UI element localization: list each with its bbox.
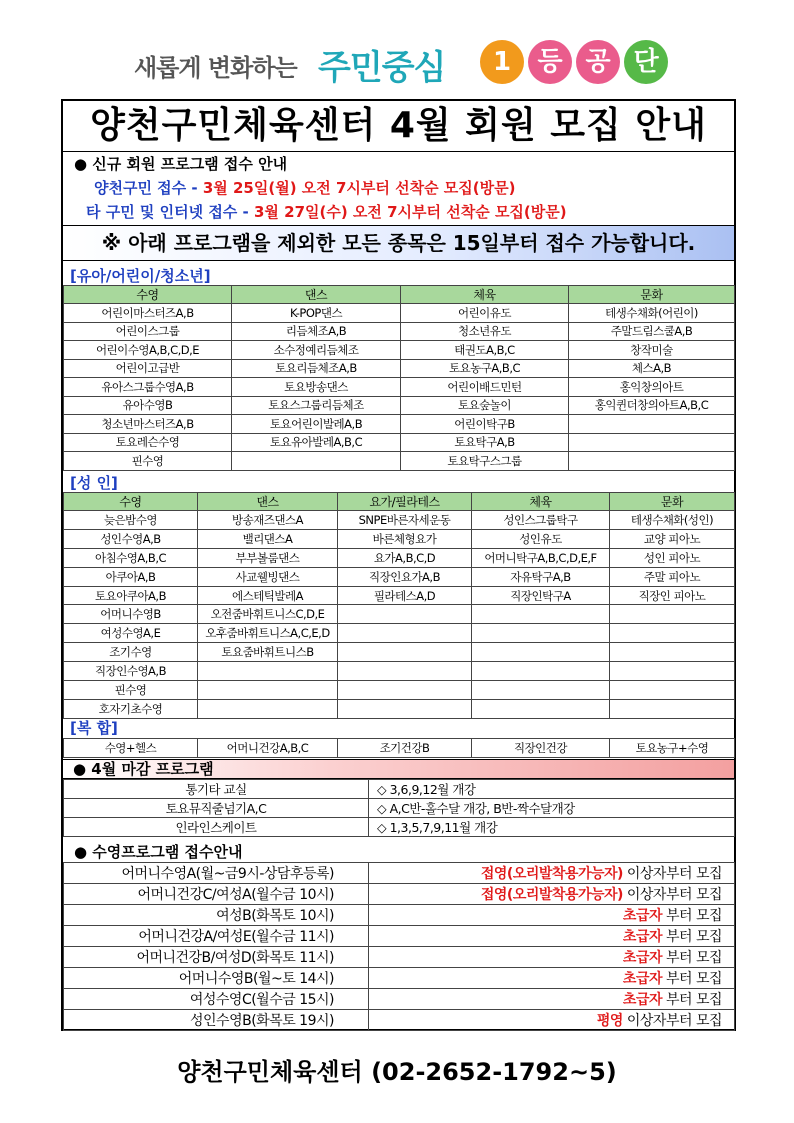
table-row xyxy=(64,643,735,662)
table-cell: 주말 피아노 xyxy=(610,567,735,586)
column-header: 요가/필라테스 xyxy=(338,493,472,511)
closing-program-name: 통기타 교실 xyxy=(64,780,369,799)
table-cell: 직장인탁구A xyxy=(472,586,610,605)
swim-requirement xyxy=(369,905,735,926)
swim-level: 초급자 xyxy=(622,908,662,924)
table-cell: 홍익창의아트 xyxy=(569,378,735,397)
table-cell: 필라테스A,D xyxy=(338,586,472,605)
combo-program-table xyxy=(63,738,735,758)
table-row xyxy=(64,359,735,378)
slogan-circle-1: 1 xyxy=(480,40,524,84)
table-cell: 사교웰빙댄스 xyxy=(198,567,338,586)
table-cell: 여성수영A,E xyxy=(64,624,198,643)
table-cell: 토요줌바휘트니스B xyxy=(198,643,338,662)
closing-programs-table xyxy=(63,779,735,837)
table-cell xyxy=(232,452,401,471)
table-row xyxy=(64,304,735,323)
table-cell: 청소년마스터즈A,B xyxy=(64,415,232,434)
table-cell: 토요숲놀이 xyxy=(401,396,569,415)
swim-requirement xyxy=(369,1010,735,1031)
resident-registration-label: 양천구민 접수 - xyxy=(94,179,203,197)
column-header: 체육 xyxy=(472,493,610,511)
table-cell: 성인스그룹탁구 xyxy=(472,511,610,530)
table-cell: 테생수채화(어린이) xyxy=(569,304,735,323)
swim-row xyxy=(64,905,735,926)
slogan-prefix: 새롭게 변화하는 xyxy=(134,54,297,82)
column-header: 문화 xyxy=(569,286,735,304)
table-cell: 부부볼룸댄스 xyxy=(198,548,338,567)
table-cell: 아쿠아A,B xyxy=(64,567,198,586)
swim-class-name: 여성B(화목토 10시) xyxy=(64,905,369,926)
swim-row xyxy=(64,947,735,968)
table-cell: 토요탁구A,B xyxy=(401,433,569,452)
table-row xyxy=(64,662,735,681)
swim-class-name: 성인수영B(화목토 19시) xyxy=(64,1010,369,1031)
table-cell: 아침수영A,B,C xyxy=(64,548,198,567)
closing-row xyxy=(64,799,735,818)
table-row xyxy=(64,433,735,452)
table-cell xyxy=(610,624,735,643)
table-row xyxy=(64,548,735,567)
swim-row xyxy=(64,1010,735,1031)
table-cell: 주말드림스쿨A,B xyxy=(569,322,735,341)
table-row xyxy=(64,586,735,605)
table-cell: 토요어린이발레A,B xyxy=(232,415,401,434)
swim-level: 평영 xyxy=(596,1013,623,1029)
swim-row xyxy=(64,926,735,947)
closing-program-note: ◇ A,C반-홀수달 개강, B반-짝수달개강 xyxy=(369,799,735,818)
table-cell xyxy=(338,605,472,624)
table-cell: 소수정예리듬체조 xyxy=(232,341,401,360)
swim-level: 초급자 xyxy=(622,950,662,966)
notice-bar: ※ 아래 프로그램을 제외한 모든 종목은 15일부터 접수 가능합니다. xyxy=(63,225,734,261)
table-cell: 성인 피아노 xyxy=(610,548,735,567)
table-cell: 체스A,B xyxy=(569,359,735,378)
table-cell: 토요스그룹리듬체조 xyxy=(232,396,401,415)
footer-contact: 양천구민체육센터 (02-2652-1792~5) xyxy=(177,1058,617,1086)
table-cell xyxy=(610,681,735,700)
table-cell: 직장인수영A,B xyxy=(64,662,198,681)
column-header: 댄스 xyxy=(232,286,401,304)
table-cell: 어린이유도 xyxy=(401,304,569,323)
table-cell: 바른체형요가 xyxy=(338,529,472,548)
swim-requirement xyxy=(369,947,735,968)
swim-row xyxy=(64,863,735,884)
swim-level: 초급자 xyxy=(622,929,662,945)
table-cell: 직장인 피아노 xyxy=(610,586,735,605)
table-cell: 자유탁구A,B xyxy=(472,567,610,586)
resident-registration-date: 3월 25일(월) 오전 7시부터 선착순 모집(방문) xyxy=(202,179,516,197)
table-cell: 테생수채화(성인) xyxy=(610,511,735,530)
swim-class-name: 어머니건강B/여성D(화목토 11시) xyxy=(64,947,369,968)
swim-requirement xyxy=(369,968,735,989)
table-row xyxy=(64,341,735,360)
table-cell xyxy=(198,662,338,681)
table-cell: 태권도A,B,C xyxy=(401,341,569,360)
slogan-circle-2: 등 xyxy=(528,40,572,84)
table-cell: 홍익퀸더창의아트A,B,C xyxy=(569,396,735,415)
table-row xyxy=(64,452,735,471)
table-row xyxy=(64,378,735,397)
table-cell: 호자기초수영 xyxy=(64,699,198,718)
table-cell xyxy=(338,624,472,643)
swim-suffix: 부터 모집 xyxy=(662,992,722,1008)
table-cell: 어린이수영A,B,C,D,E xyxy=(64,341,232,360)
swim-requirement xyxy=(369,926,735,947)
table-row xyxy=(64,415,735,434)
closing-row xyxy=(64,780,735,799)
swim-class-name: 어머니건강A/여성E(월수금 11시) xyxy=(64,926,369,947)
closing-program-name: 토요뮤직줄넘기A,C xyxy=(64,799,369,818)
table-cell: 조기건강B xyxy=(338,739,472,758)
combo-row xyxy=(64,739,735,758)
table-cell: 유아수영B xyxy=(64,396,232,415)
table-row xyxy=(64,605,735,624)
table-cell xyxy=(472,662,610,681)
table-cell: 토요농구+수영 xyxy=(610,739,735,758)
table-cell xyxy=(569,452,735,471)
table-cell: 오전줌바휘트니스C,D,E xyxy=(198,605,338,624)
table-cell xyxy=(472,681,610,700)
swim-row xyxy=(64,968,735,989)
adult-header-row xyxy=(64,493,735,511)
slogan-main: 주민중심 xyxy=(318,48,446,88)
table-cell: 어린이배드민턴 xyxy=(401,378,569,397)
table-cell: 토요아쿠아A,B xyxy=(64,586,198,605)
swim-row xyxy=(64,989,735,1010)
table-cell: 토요방송댄스 xyxy=(232,378,401,397)
other-registration-date: 3월 27일(수) 오전 7시부터 선착순 모집(방문) xyxy=(253,203,567,221)
table-cell: 어린이탁구B xyxy=(401,415,569,434)
table-cell xyxy=(338,699,472,718)
swim-suffix: 이상자부터 모집 xyxy=(622,887,722,903)
table-row xyxy=(64,529,735,548)
table-cell: 어머니수영B xyxy=(64,605,198,624)
closing-programs-bar xyxy=(63,759,734,779)
column-header: 체육 xyxy=(401,286,569,304)
table-cell xyxy=(472,643,610,662)
adult-category-label: [성 인] xyxy=(70,474,118,492)
closing-programs-heading: ● 4월 마감 프로그램 xyxy=(73,760,214,778)
closing-program-note: ◇ 3,6,9,12월 개강 xyxy=(369,780,735,799)
table-cell: 밸리댄스A xyxy=(198,529,338,548)
table-cell: 토요농구A,B,C xyxy=(401,359,569,378)
kids-program-table xyxy=(63,285,735,471)
swim-registration-table xyxy=(63,862,735,1031)
table-row xyxy=(64,322,735,341)
closing-row xyxy=(64,818,735,837)
table-cell: 에스테틱발레A xyxy=(198,586,338,605)
table-cell xyxy=(610,662,735,681)
swim-class-name: 어머니수영B(월~토 14시) xyxy=(64,968,369,989)
swim-suffix: 이상자부터 모집 xyxy=(622,1013,722,1029)
swim-requirement xyxy=(369,884,735,905)
swim-level: 초급자 xyxy=(622,992,662,1008)
table-cell xyxy=(338,643,472,662)
table-cell: 방송재즈댄스A xyxy=(198,511,338,530)
swim-level: 접영(오리발착용가능자) xyxy=(480,866,623,882)
table-cell xyxy=(472,605,610,624)
combo-category-label: [복 합] xyxy=(70,719,118,737)
table-cell: 어머니탁구A,B,C,D,E,F xyxy=(472,548,610,567)
table-cell: 교양 피아노 xyxy=(610,529,735,548)
swim-suffix: 이상자부터 모집 xyxy=(622,866,722,882)
table-cell: 핀수영 xyxy=(64,681,198,700)
table-cell xyxy=(569,415,735,434)
table-cell xyxy=(610,699,735,718)
table-cell: 수영+헬스 xyxy=(64,739,198,758)
swim-class-name: 어머니수영A(월~금9시-상담후등록) xyxy=(64,863,369,884)
table-cell: 청소년유도 xyxy=(401,322,569,341)
swim-registration-heading: ● 수영프로그램 접수안내 xyxy=(74,843,243,861)
table-cell xyxy=(569,433,735,452)
swim-row xyxy=(64,884,735,905)
table-cell xyxy=(472,624,610,643)
column-header: 댄스 xyxy=(198,493,338,511)
column-header: 문화 xyxy=(610,493,735,511)
swim-requirement xyxy=(369,989,735,1010)
table-cell: 토요리듬체조A,B xyxy=(232,359,401,378)
adult-program-table xyxy=(63,492,735,719)
table-cell: 창작미술 xyxy=(569,341,735,360)
table-row xyxy=(64,699,735,718)
table-cell: 핀수영 xyxy=(64,452,232,471)
table-cell: 직장인요가A,B xyxy=(338,567,472,586)
page-title: 양천구민체육센터 4월 회원 모집 안내 xyxy=(63,101,734,152)
table-cell: 성인유도 xyxy=(472,529,610,548)
table-cell: 성인수영A,B xyxy=(64,529,198,548)
table-cell xyxy=(338,681,472,700)
table-cell: 직장인건강 xyxy=(472,739,610,758)
table-cell: 어린이스그룹 xyxy=(64,322,232,341)
table-cell: 조기수영 xyxy=(64,643,198,662)
kids-category-label: [유아/어린이/청소년] xyxy=(70,267,211,285)
table-cell xyxy=(610,643,735,662)
slogan-banner xyxy=(0,36,794,96)
table-cell: 어린이고급반 xyxy=(64,359,232,378)
table-row xyxy=(64,396,735,415)
slogan-circle-3: 공 xyxy=(576,40,620,84)
table-cell xyxy=(198,699,338,718)
table-cell: 어머니건강A,B,C xyxy=(198,739,338,758)
column-header: 수영 xyxy=(64,493,198,511)
new-registration-heading: ● 신규 회원 프로그램 접수 안내 xyxy=(74,155,288,173)
table-cell: 토요레슨수영 xyxy=(64,433,232,452)
swim-requirement xyxy=(369,863,735,884)
table-cell: 토요유아발레A,B,C xyxy=(232,433,401,452)
closing-program-note: ◇ 1,3,5,7,9,11월 개강 xyxy=(369,818,735,837)
swim-suffix: 부터 모집 xyxy=(662,908,722,924)
table-cell: SNPE바른자세운동 xyxy=(338,511,472,530)
kids-header-row xyxy=(64,286,735,304)
table-cell: 토요탁구스그룹 xyxy=(401,452,569,471)
swim-suffix: 부터 모집 xyxy=(662,971,722,987)
table-cell xyxy=(198,681,338,700)
table-cell: 늦은밤수영 xyxy=(64,511,198,530)
slogan-circle-4: 단 xyxy=(624,40,668,84)
table-cell xyxy=(338,662,472,681)
swim-class-name: 여성수영C(월수금 15시) xyxy=(64,989,369,1010)
table-cell: 유아스그룹수영A,B xyxy=(64,378,232,397)
table-cell: 오후줌바휘트니스A,C,E,D xyxy=(198,624,338,643)
table-cell: 어린이마스터즈A,B xyxy=(64,304,232,323)
column-header: 수영 xyxy=(64,286,232,304)
table-cell xyxy=(610,605,735,624)
table-cell xyxy=(472,699,610,718)
table-row xyxy=(64,681,735,700)
swim-level: 초급자 xyxy=(622,971,662,987)
table-cell: K-POP댄스 xyxy=(232,304,401,323)
swim-class-name: 어머니건강C/여성A(월수금 10시) xyxy=(64,884,369,905)
table-cell: 리듬체조A,B xyxy=(232,322,401,341)
other-registration-line xyxy=(86,201,567,222)
swim-level: 접영(오리발착용가능자) xyxy=(480,887,623,903)
other-registration-label: 타 구민 및 인터넷 접수 - xyxy=(86,203,254,221)
table-row xyxy=(64,567,735,586)
closing-program-name: 인라인스케이트 xyxy=(64,818,369,837)
table-row xyxy=(64,624,735,643)
resident-registration-line xyxy=(94,177,515,198)
table-row xyxy=(64,511,735,530)
swim-suffix: 부터 모집 xyxy=(662,929,722,945)
table-cell: 요가A,B,C,D xyxy=(338,548,472,567)
swim-suffix: 부터 모집 xyxy=(662,950,722,966)
